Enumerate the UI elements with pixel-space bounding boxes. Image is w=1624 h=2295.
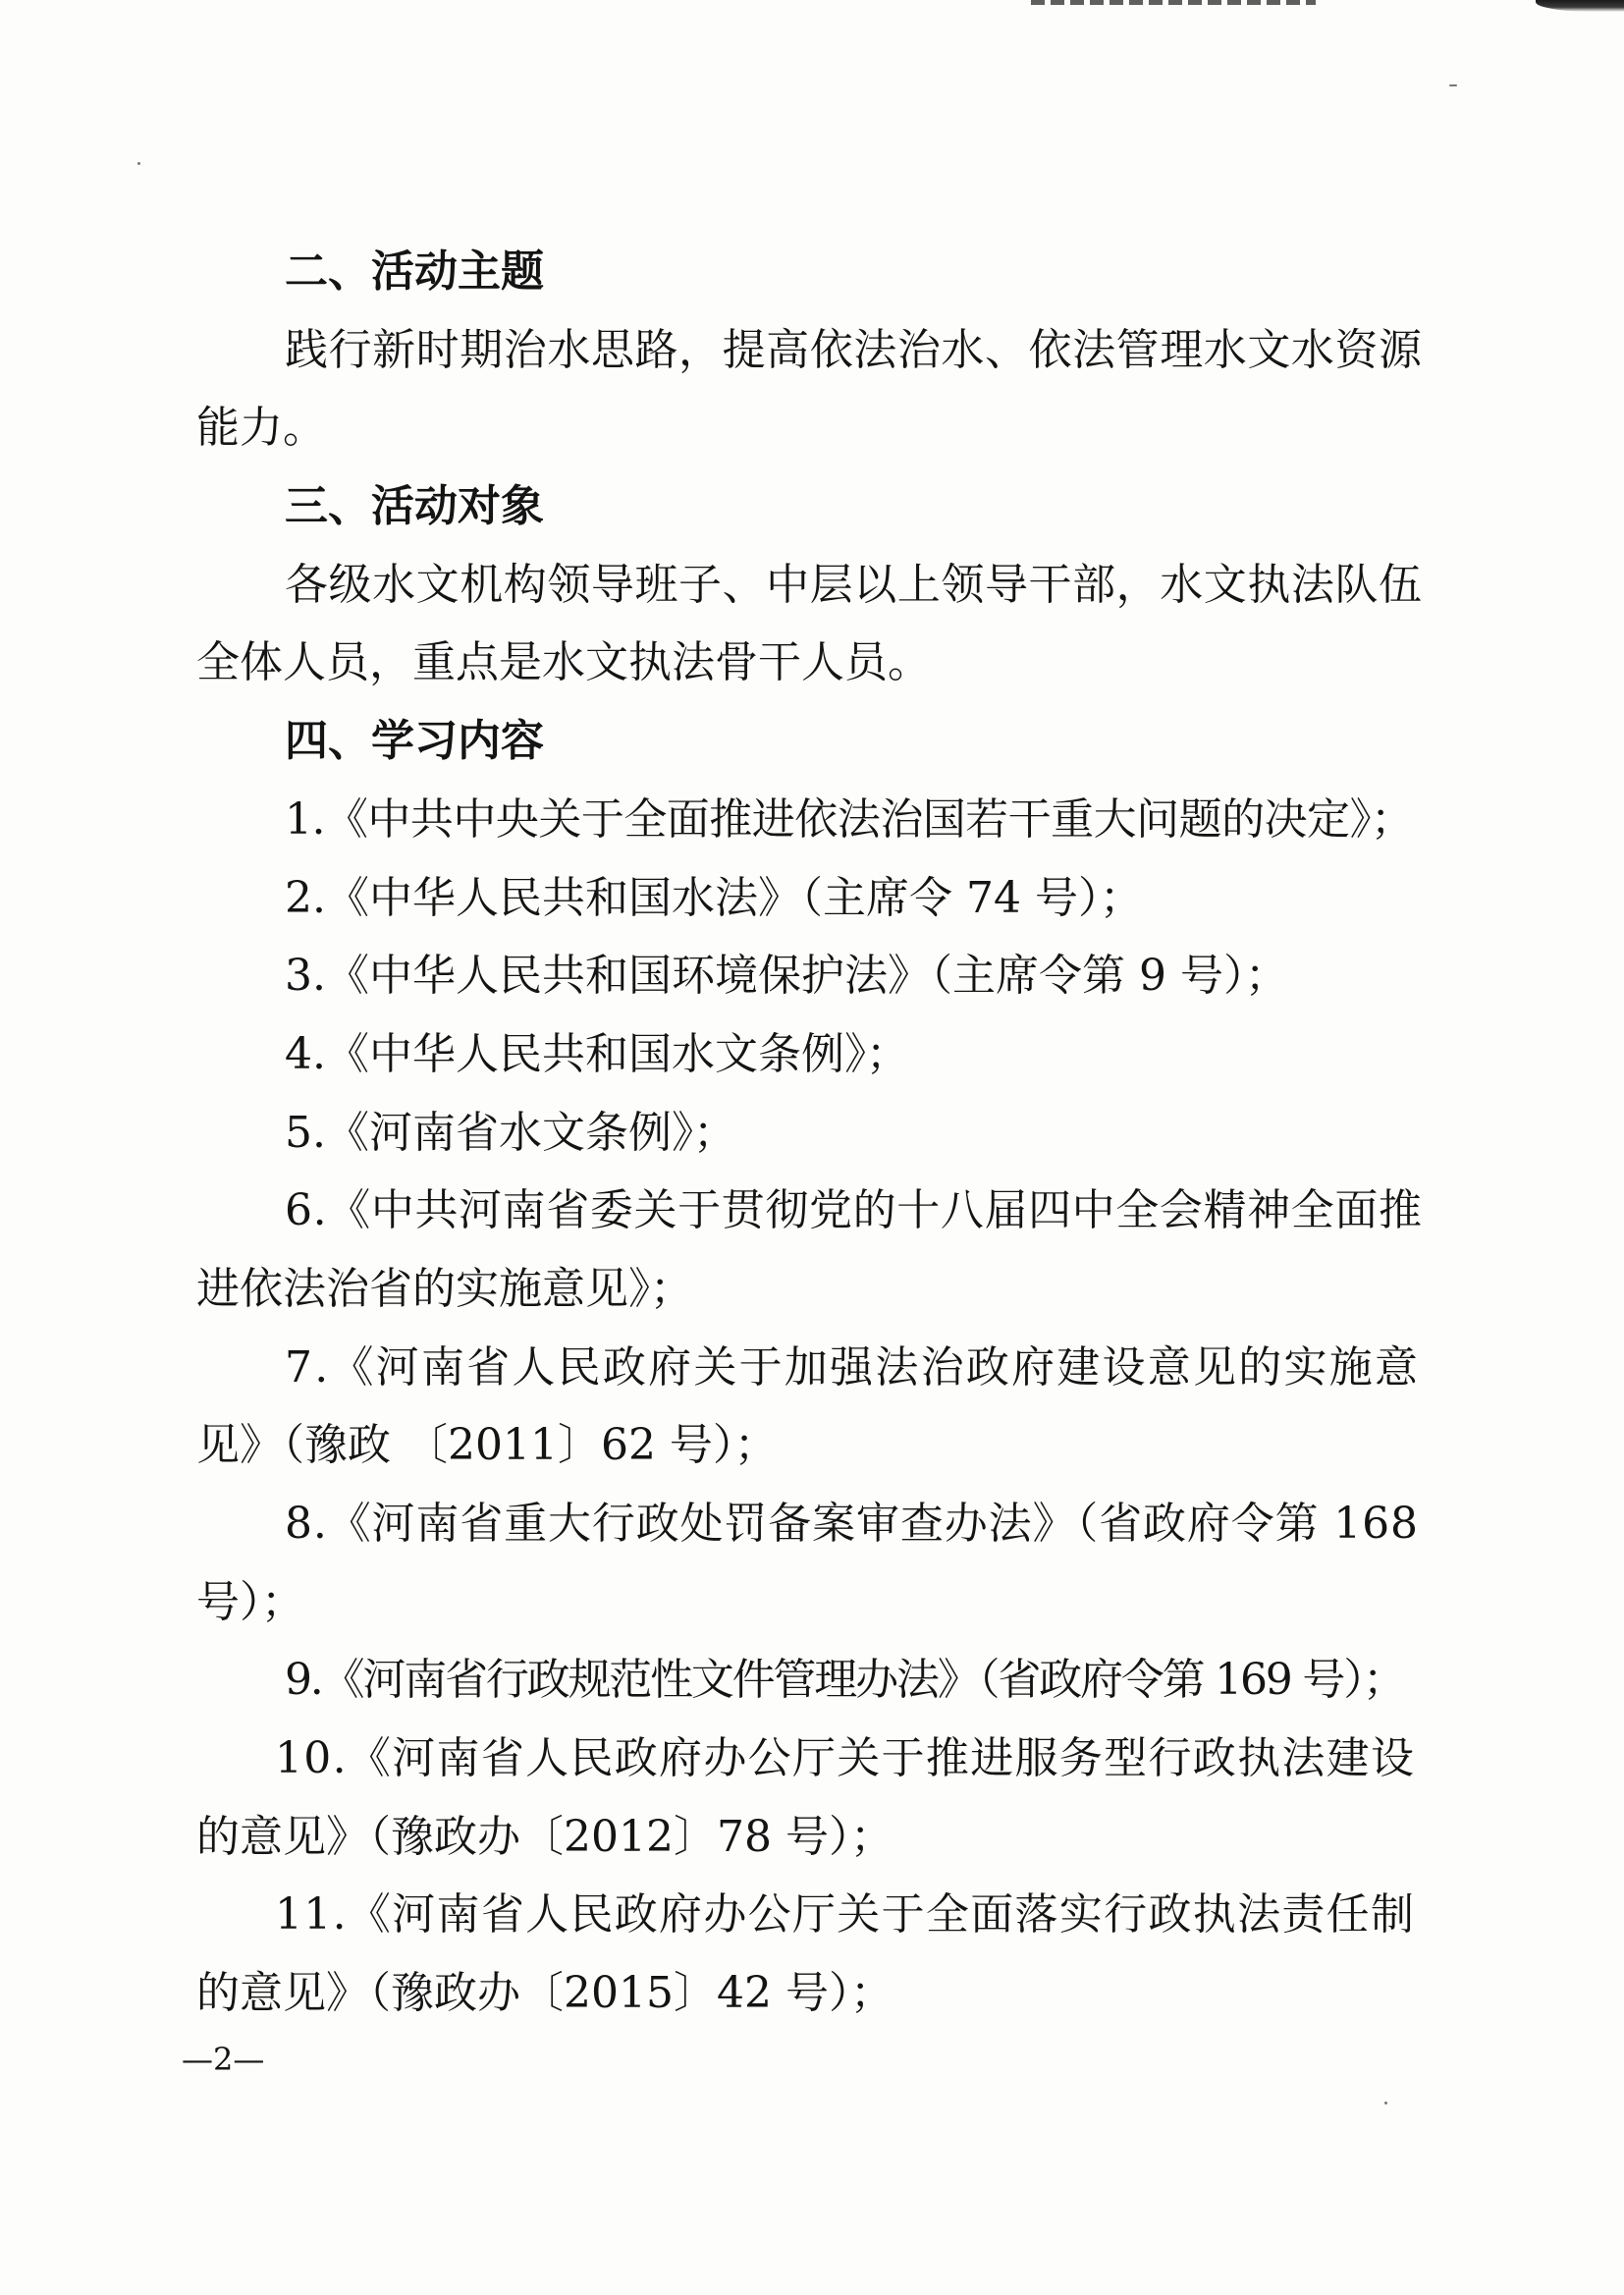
list-item-line: 4.《中华人民共和国水文条例》；: [285, 1028, 909, 1079]
list-item-line: 号）；: [196, 1576, 304, 1627]
list-item-line: 的意见》（豫政办〔2012〕78 号）；: [196, 1811, 893, 1862]
list-item-line: 见》（豫政 〔2011〕62 号）；: [196, 1420, 778, 1471]
list-item-line: 8.《河南省重大行政处罚备案审查办法》（省政府令第 168: [285, 1499, 1419, 1549]
list-item-line: 的意见》（豫政办〔2015〕42 号）；: [196, 1968, 893, 2019]
scan-speck: [1449, 84, 1457, 86]
list-item-line: 进依法治省的实施意见》；: [196, 1263, 693, 1314]
document-body: [196, 233, 1422, 2033]
list-item-line: 5.《河南省水文条例》；: [285, 1107, 736, 1158]
scan-artifact-top: [1031, 0, 1316, 5]
paragraph-line: 全体人员，重点是水文执法骨干人员。: [196, 637, 931, 688]
scan-artifact-corner: [1536, 0, 1624, 12]
list-item-line: 7.《河南省人民政府关于加强法治政府建设意见的实施意: [285, 1341, 1421, 1393]
section-heading-theme: 二、活动主题: [285, 246, 544, 297]
list-item-line: 9.《河南省行政规范性文件管理办法》（省政府令第 169 号）；: [285, 1655, 1404, 1706]
paragraph-line: 能力。: [196, 403, 326, 454]
scan-speck: [137, 162, 140, 165]
list-item-line: 6.《中共河南省委关于贯彻党的十八届四中全会精神全面推: [285, 1185, 1423, 1236]
list-item-line: 2.《中华人民共和国水法》（主席令 74 号）；: [285, 872, 1143, 923]
scan-speck: [1384, 2102, 1387, 2104]
page-number: —2—: [182, 2041, 265, 2078]
section-heading-study-content: 四、学习内容: [285, 716, 544, 767]
paragraph-line: 各级水文机构领导班子、中层以上领导干部，水文执法队伍: [285, 559, 1423, 610]
list-item-line: 11.《河南省人民政府办公厅关于全面落实行政执法责任制: [275, 1889, 1416, 1940]
list-item-line: 10.《河南省人民政府办公厅关于推进服务型行政执法建设: [275, 1733, 1416, 1784]
paragraph-line: 践行新时期治水思路，提高依法治水、依法管理水文水资源: [285, 324, 1423, 375]
list-item-line: 1.《中共中央关于全面推进依法治国若干重大问题的决定》；: [285, 793, 1414, 845]
section-heading-audience: 三、活动对象: [285, 481, 544, 532]
list-item-line: 3.《中华人民共和国环境保护法》（主席令第 9 号）；: [285, 951, 1288, 1002]
